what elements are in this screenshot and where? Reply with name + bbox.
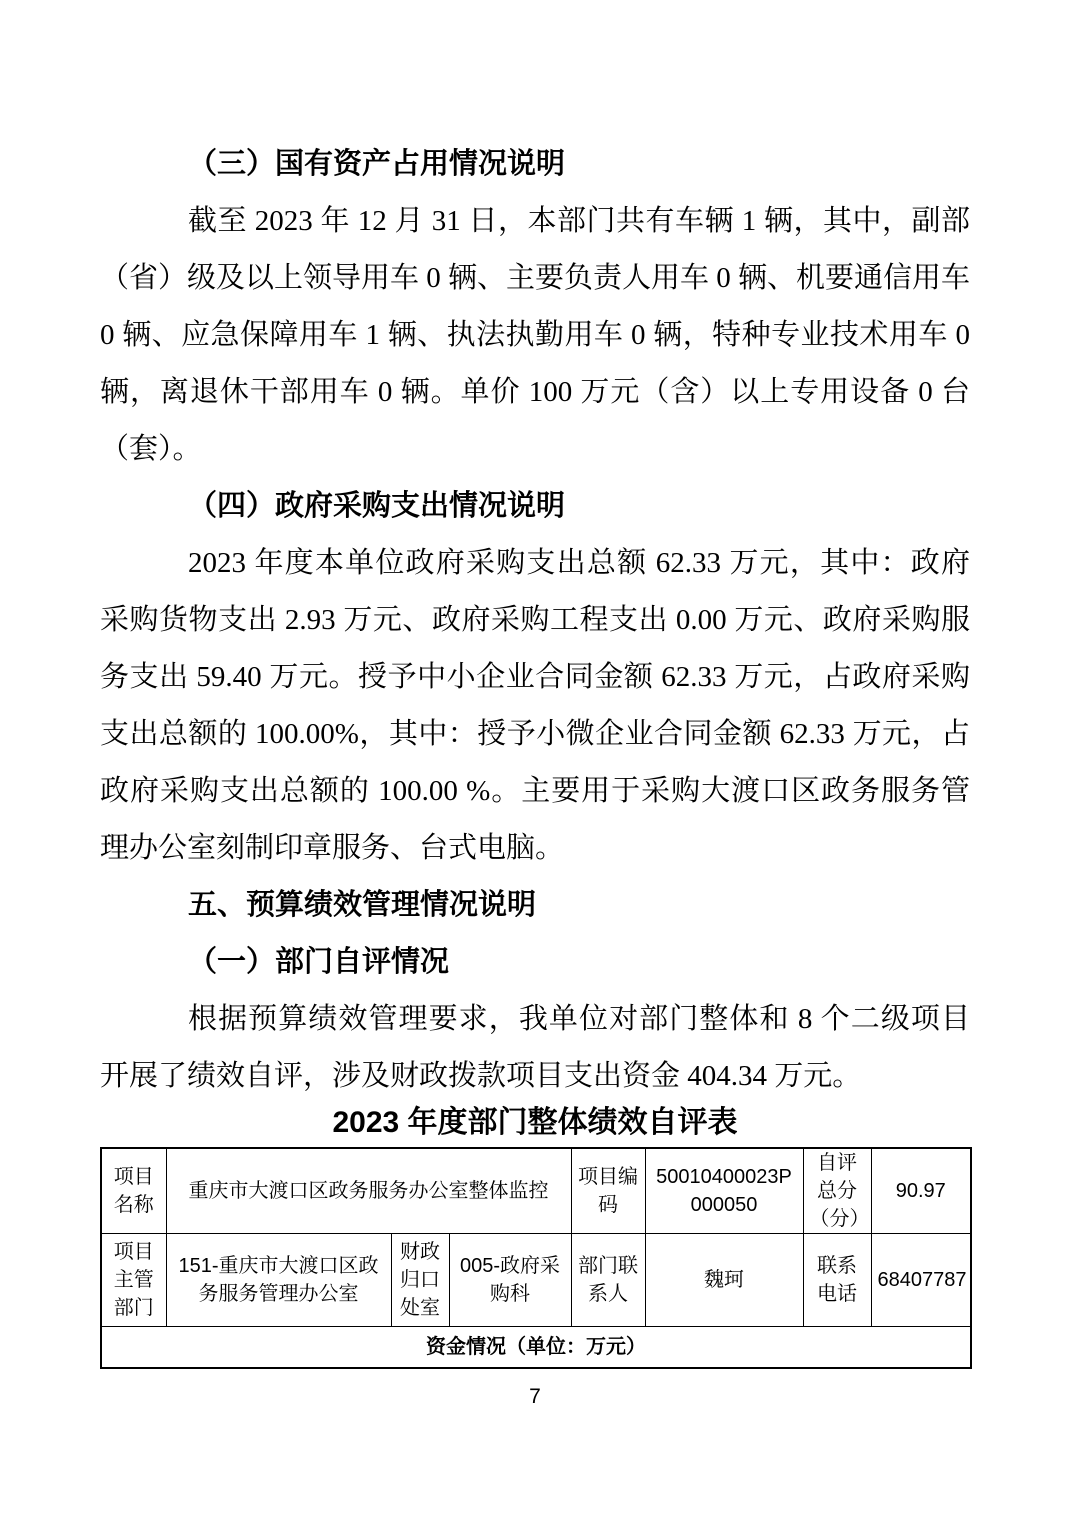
cell-project-code-label: 项目编码 — [571, 1148, 645, 1234]
heading-budget-performance: 五、预算绩效管理情况说明 — [188, 889, 537, 921]
cell-score-value: 90.97 — [871, 1148, 971, 1234]
heading-self-evaluation: （一）部门自评情况 — [188, 946, 450, 978]
para-self-evaluation: 根据预算绩效管理要求，我单位对部门整体和 8 个二级项目开展了绩效自评，涉及财政拨款项目支出资金 404.34 万元。 — [100, 1003, 970, 1092]
heading-gov-procurement: （四）政府采购支出情况说明 — [188, 490, 566, 522]
cell-dept-value: 151-重庆市大渡口区政务服务管理办公室 — [166, 1234, 391, 1327]
cell-finance-office-label: 财政归口处室 — [391, 1234, 449, 1327]
performance-self-eval-table — [100, 1147, 972, 1369]
para-state-assets: 截至 2023 年 12 月 31 日，本部门共有车辆 1 辆，其中，副部（省）级及以上领导用车 0 辆、主要负责人用车 0 辆、机要通信用车 0 辆、应急保障用车 1 辆、执法执勤用车 0 辆，特种专业技术用车 0 辆，离退休干部用车 0 辆。单价 100 万元（含）以上专用设备 0 台（套）。 — [100, 205, 971, 465]
page-number: 7 — [529, 1384, 541, 1408]
table-row-funds-header — [101, 1327, 971, 1368]
cell-phone-value: 68407787 — [871, 1234, 971, 1327]
cell-finance-office-value: 005-政府采购科 — [449, 1234, 571, 1327]
cell-project-code-value: 50010400023P000050 — [645, 1148, 803, 1234]
cell-contact-label: 部门联系人 — [571, 1234, 645, 1327]
cell-score-label: 自评总分（分） — [803, 1148, 871, 1234]
table-row-project-info — [101, 1148, 971, 1234]
cell-project-name-value: 重庆市大渡口区政务服务办公室整体监控 — [166, 1148, 571, 1234]
heading-state-assets: （三）国有资产占用情况说明 — [188, 148, 566, 180]
cell-project-name-label: 项目名称 — [101, 1148, 166, 1234]
cell-dept-label: 项目主管部门 — [101, 1234, 166, 1327]
para-gov-procurement: 2023 年度本单位政府采购支出总额 62.33 万元，其中：政府采购货物支出 2.93 万元、政府采购工程支出 0.00 万元、政府采购服务支出 59.40 万元。授予中小企业合同金额 62.33 万元，占政府采购支出总额的 100.00%，其中：授予小微企业合同金额 62.33 万元，占政府采购支出总额的 100.00 %。主要用于采购大渡口区政务服务管理办公室刻制印章服务、台式电脑。 — [100, 547, 970, 864]
table-title: 2023 年度部门整体绩效自评表 — [332, 1106, 738, 1139]
table-row-department-info — [101, 1234, 971, 1327]
cell-phone-label: 联系电话 — [803, 1234, 871, 1327]
cell-funds-header: 资金情况（单位：万元） — [101, 1327, 971, 1368]
cell-contact-value: 魏珂 — [645, 1234, 803, 1327]
